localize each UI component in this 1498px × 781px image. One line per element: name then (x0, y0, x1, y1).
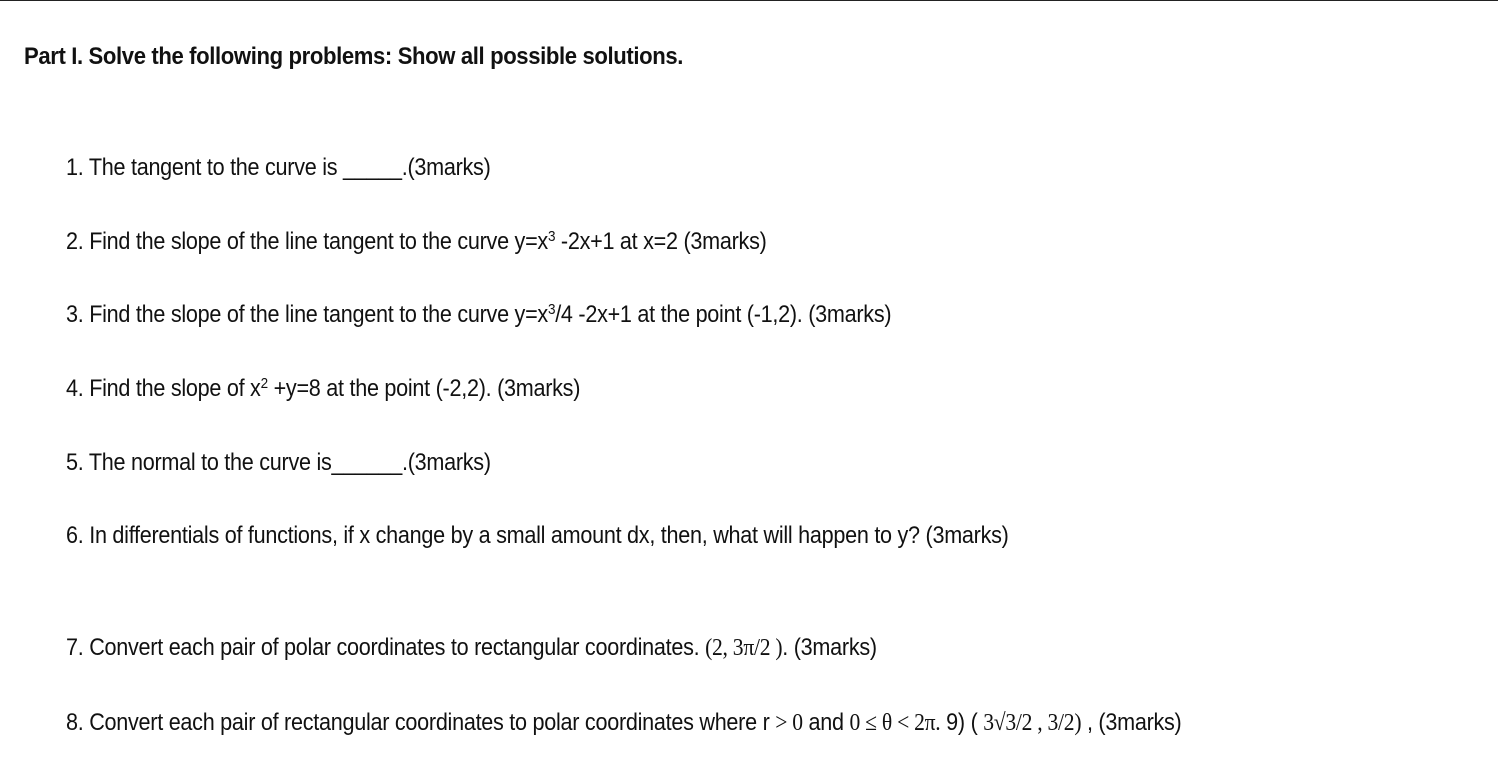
question-text-mid2: 9) ( (940, 709, 984, 736)
question-text-after: -2x+1 at x=2 (3marks) (555, 228, 767, 255)
question-text-before: Find the slope of the line tangent to the curve y=x (89, 301, 548, 328)
radius-condition: > 0 (775, 710, 803, 736)
question-4 (66, 375, 580, 403)
question-text-before: Find the slope of the line tangent to the curve y=x (89, 228, 548, 255)
part-heading: Part I. Solve the following problems: Show all possible solutions. (24, 43, 684, 70)
question-number: 8. (66, 709, 84, 736)
question-text-mid: and (802, 709, 850, 736)
exponent: 3 (547, 228, 556, 245)
question-text-after: . (3marks) (782, 634, 877, 661)
question-2 (66, 228, 767, 256)
question-number: 3. (66, 301, 84, 328)
question-number: 1. (66, 154, 84, 181)
rectangular-coordinate: 3√3/2 , 3/2) (983, 710, 1082, 736)
question-number: 6. (66, 522, 84, 549)
exponent: 3 (547, 301, 556, 318)
question-text-before: Convert each pair of polar coordinates to rectangular coordinates. (89, 634, 706, 661)
question-8 (66, 709, 1181, 737)
question-3 (66, 301, 891, 329)
exponent: 2 (260, 375, 268, 392)
question-6 (66, 522, 1009, 550)
question-number: 5. (66, 449, 84, 476)
question-text-after: /4 -2x+1 at the point (-1,2). (3marks) (555, 301, 892, 328)
question-number: 7. (66, 634, 84, 661)
question-5 (66, 449, 491, 477)
question-text-after: +y=8 at the point (-2,2). (3marks) (267, 375, 581, 402)
question-text-before: Convert each pair of rectangular coordinates to polar coordinates where r (89, 709, 776, 736)
question-text: In differentials of functions, if x change by a small amount dx, then, what will happen to y? (3marks) (89, 522, 1009, 549)
question-text: The normal to the curve is______.(3marks) (88, 449, 491, 476)
question-text-before: Find the slope of x (89, 375, 261, 402)
top-border-line (0, 0, 1498, 1)
question-number: 2. (66, 228, 84, 255)
polar-coordinate: (2, 3π/2 ) (705, 635, 783, 661)
question-text-after: , (3marks) (1081, 709, 1182, 736)
question-7 (66, 634, 877, 662)
angle-condition: 0 ≤ θ < 2π. (849, 710, 941, 736)
question-text: The tangent to the curve is _____.(3marks) (88, 154, 491, 181)
question-1 (66, 154, 491, 182)
question-number: 4. (66, 375, 84, 402)
